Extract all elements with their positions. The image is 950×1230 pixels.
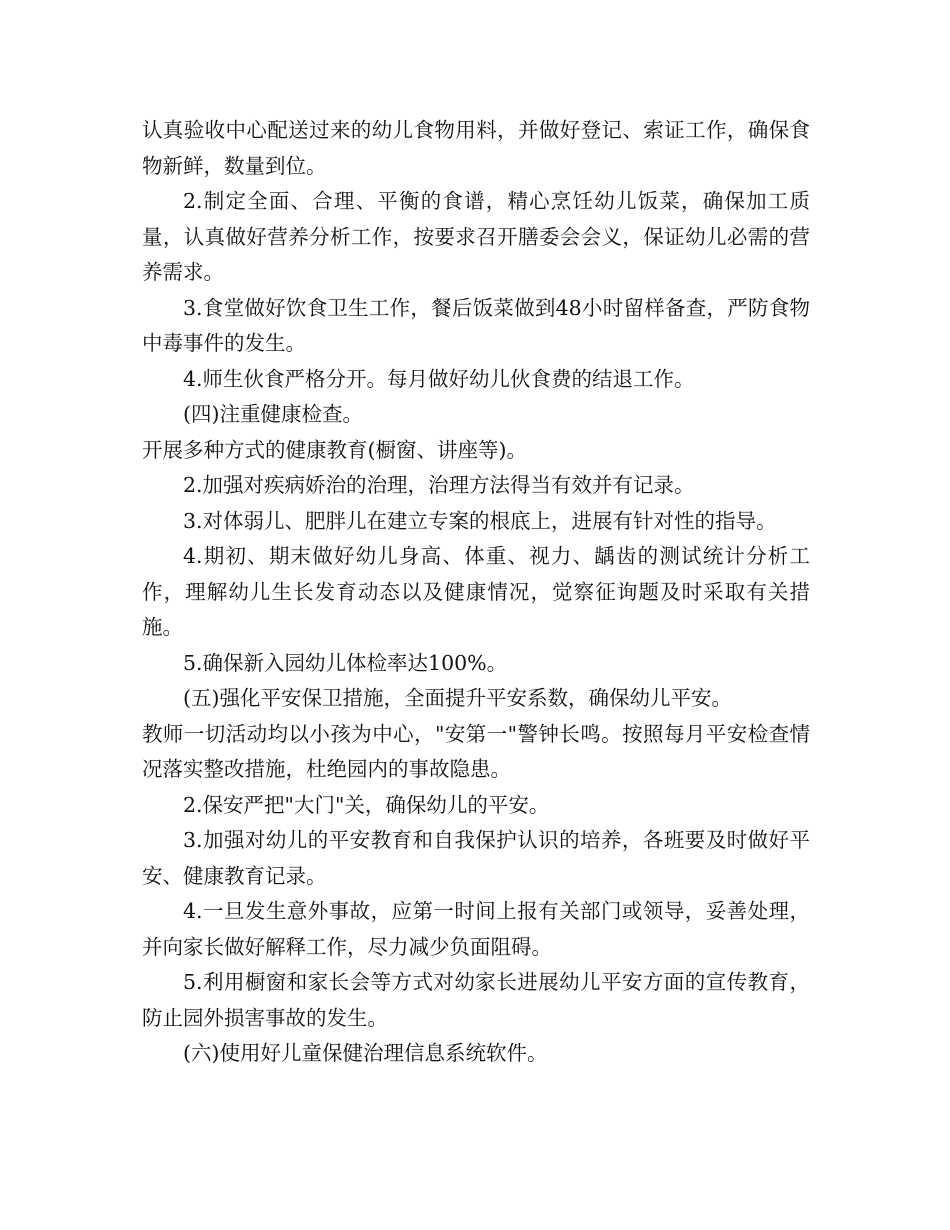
paragraph: 教师一切活动均以小孩为中心，"安第一"警钟长鸣。按照每月平安检查情况落实整改措施，杜绝园内的事故隐患。: [142, 721, 810, 781]
section-heading: (五)强化平安保卫措施，全面提升平安系数，确保幼儿平安。: [183, 686, 732, 710]
paragraph: 2.保安严把"大门"关，确保幼儿的平安。: [183, 792, 550, 817]
paragraph: 2.加强对疾病娇治的治理，治理方法得当有效并有记录。: [183, 473, 695, 497]
paragraph: 3.加强对幼儿的平安教育和自我保护认识的培养，各班要及时做好平安、健康教育记录。: [142, 828, 810, 888]
section-heading: (四)注重健康检查。: [183, 402, 363, 426]
paragraph: 4.师生伙食严格分开。每月做好幼儿伙食费的结退工作。: [183, 366, 695, 391]
paragraph: 4.期初、期末做好幼儿身高、体重、视力、龋齿的测试统计分析工作，理解幼儿生长发育动态以及健康情况，觉察征询题及时采取有关措施。: [142, 544, 810, 639]
paragraph: 5.利用橱窗和家长会等方式对幼家长进展幼儿平安方面的宣传教育，防止园外损害事故的发生。: [142, 970, 810, 1030]
paragraph: 5.确保新入园幼儿体检率达100%。: [183, 650, 508, 675]
paragraph: 认真验收中心配送过来的幼儿食物用料，并做好登记、索证工作，确保食物新鲜，数量到位。: [142, 118, 810, 178]
section-heading: (六)使用好儿童保健治理信息系统软件。: [183, 1041, 548, 1065]
paragraph: 4.一旦发生意外事故，应第一时间上报有关部门或领导，妥善处理，并向家长做好解释工作，尽力减少负面阻碍。: [142, 899, 810, 959]
document-body: [142, 113, 810, 1072]
paragraph: 开展多种方式的健康教育(橱窗、讲座等)。: [142, 437, 527, 462]
paragraph: 2.制定全面、合理、平衡的食谱，精心烹饪幼儿饭菜，确保加工质量，认真做好营养分析工作，按要求召开膳委会会义，保证幼儿必需的营养需求。: [142, 189, 810, 284]
paragraph: 3.对体弱儿、肥胖儿在建立专案的根底上，进展有针对性的指导。: [183, 508, 777, 533]
paragraph: 3.食堂做好饮食卫生工作，餐后饭菜做到48小时留样备查，严防食物中毒事件的发生。: [142, 295, 810, 355]
